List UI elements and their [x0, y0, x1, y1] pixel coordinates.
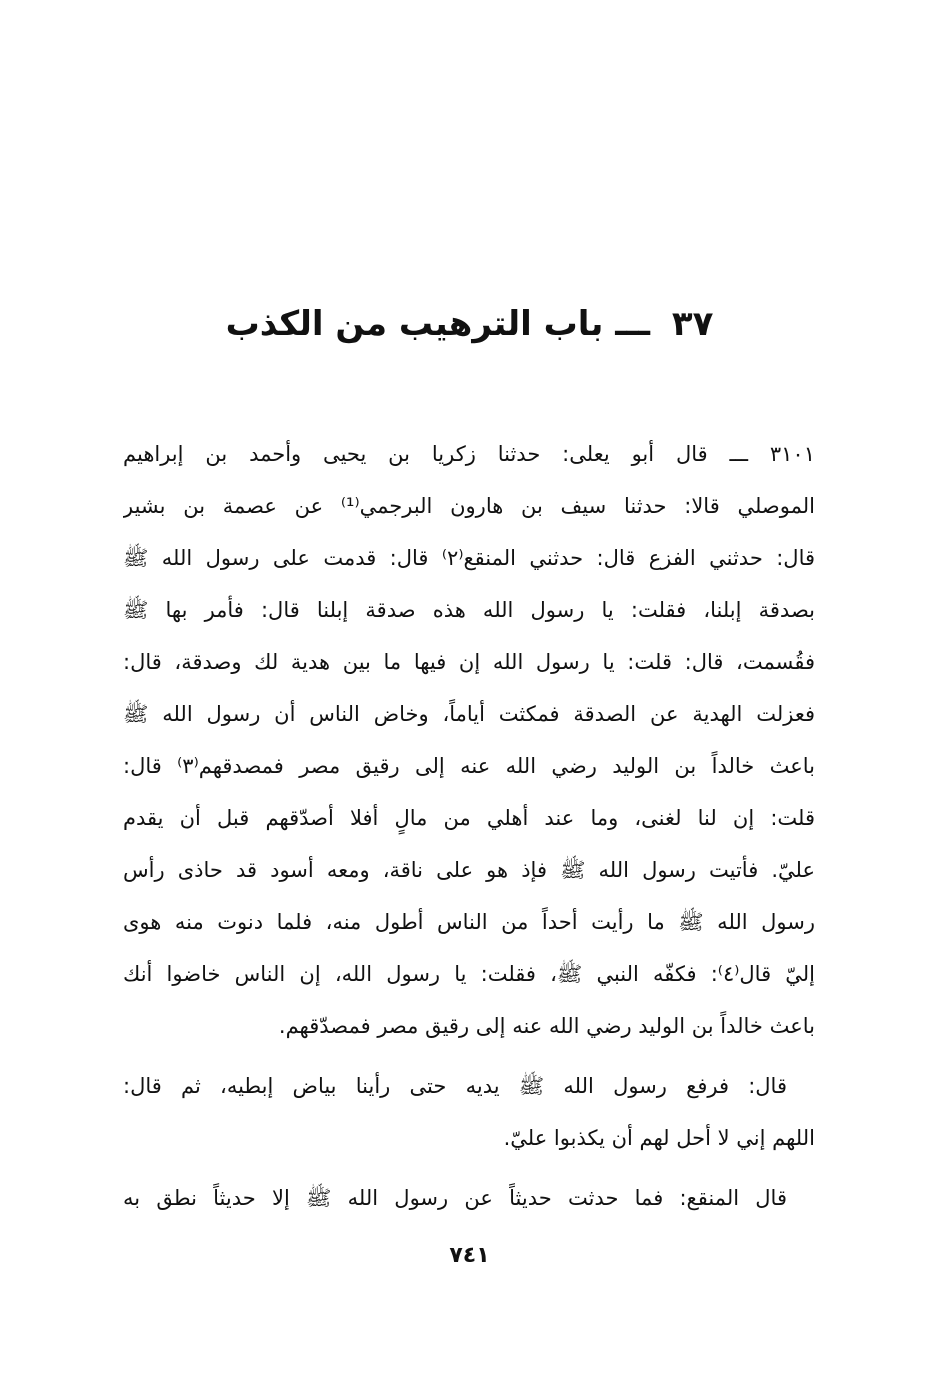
- text-line: ٣١٠١ ـــ قال أبو يعلى: حدثنا زكريا بن يحيى وأحمد بن إبراهيم: [123, 442, 815, 466]
- text-line: قال المنقع: فما حدثت حديثاً عن رسول الله ﷺ إلا حديثاً نطق به: [123, 1186, 787, 1210]
- text-line: قال: حدثني الفزع قال: حدثني المنقع⁽٢⁾ قال: قدمت على رسول الله ﷺ: [123, 546, 815, 570]
- chapter-heading-text: باب الترهيب من الكذب: [225, 304, 604, 344]
- text-line: فقُسمت، قال: قلت: يا رسول الله إن فيها ما بين هدية لك وصدقة، قال:: [123, 650, 815, 674]
- text-line: إليّ قال⁽٤⁾: فكفّه النبي ﷺ، فقلت: يا رسول الله، إن الناس خاضوا أنك: [123, 962, 815, 986]
- text-line: عليّ. فأتيت رسول الله ﷺ فإذ هو على ناقة، ومعه أسود قد حاذى رأس: [123, 858, 815, 882]
- text-line: اللهم إني لا أحل لهم أن يكذبوا عليّ.: [503, 1126, 815, 1150]
- text-line: قلت: إن لنا لغنى، وما عند أهلي من مالٍ أفلا أصدّقهم قبل أن يقدم: [123, 806, 815, 830]
- paragraph-gap: [123, 1164, 815, 1172]
- text-line: باعث خالداً بن الوليد رضي الله عنه إلى رقيق مصر فمصدقهم⁽٣⁾ قال:: [123, 754, 815, 778]
- text-line: باعث خالداً بن الوليد رضي الله عنه إلى رقيق مصر فمصدّقهم.: [278, 1014, 815, 1038]
- paragraph-gap: [123, 1052, 815, 1060]
- text-line: بصدقة إبلنا، فقلت: يا رسول الله هذه صدقة إبلنا قال: فأمر بها ﷺ: [123, 598, 815, 622]
- text-line: الموصلي قالا: حدثنا سيف بن هارون البرجمي⁽¹⁾ عن عصمة بن بشير: [123, 494, 815, 518]
- chapter-title: [0, 294, 939, 354]
- chapter-number: ٣٧: [671, 304, 714, 344]
- chapter-dash: ـــ: [615, 304, 651, 344]
- hadith-text: [123, 428, 815, 1224]
- text-line: فعزلت الهدية عن الصدقة فمكثت أياماً، وخاض الناس أن رسول الله ﷺ: [123, 702, 815, 726]
- text-line: رسول الله ﷺ ما رأيت أحداً من الناس أطول منه، فلما دنوت منه هوى: [123, 910, 815, 934]
- page-number: ٧٤١: [449, 1243, 490, 1268]
- text-line: قال: فرفع رسول الله ﷺ يديه حتى رأينا بياض إبطيه، ثم قال:: [123, 1074, 787, 1098]
